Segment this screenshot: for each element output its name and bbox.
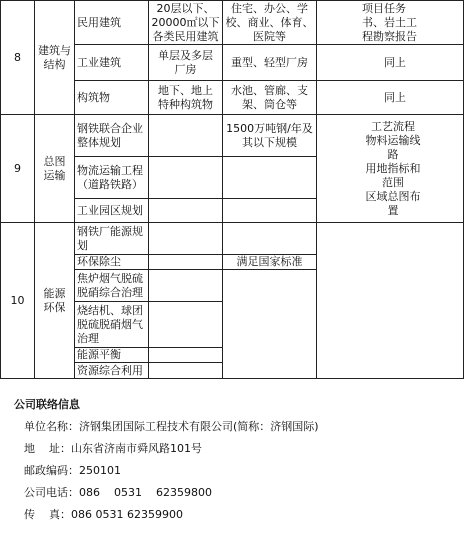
company-name: 单位名称：济钢集团国际工程技术有限公司(简称：济钢国际) (24, 420, 319, 433)
scale-cell (149, 199, 223, 223)
company-fax: 传 真：086 0531 62359900 (24, 508, 183, 521)
postal-code: 邮政编码：250101 (24, 464, 121, 477)
scope-cell: 住宅、办公、学 校、商业、体育、 医院等 (223, 1, 317, 45)
scale-cell (149, 223, 223, 255)
row-number: 10 (1, 223, 35, 379)
scale-cell (149, 348, 223, 363)
row-number: 8 (1, 1, 35, 115)
item-name: 焦炉烟气脱硫 脱硝综合治理 (75, 270, 149, 302)
item-name: 能源平衡 (75, 348, 149, 363)
category-cell (35, 115, 75, 223)
service-cell (317, 223, 464, 379)
item-name: 工业园区规划 (75, 199, 149, 223)
scale-cell (149, 363, 223, 379)
scope-cell (223, 223, 317, 255)
category-cell (35, 1, 75, 115)
scale-cell (149, 255, 223, 270)
company-address: 地 址：山东省济南市舜风路101号 (24, 442, 202, 455)
scale-cell: 20层以下、 20000㎡以下 各类民用建筑 (149, 1, 223, 45)
service-cell: 项目任务 书、岩土工 程勘察报告 (317, 1, 464, 45)
item-name: 构筑物 (75, 81, 149, 115)
service-cell: 工艺流程 物料运输线 路 用地指标和 范围 区域总图布 置 (317, 115, 464, 223)
service-cell: 同上 (317, 45, 464, 81)
scale-cell (149, 302, 223, 348)
row-number: 9 (1, 115, 35, 223)
scope-cell: 满足国家标准 (223, 255, 317, 270)
scope-cell: 水池、管廊、支 架、筒仓等 (223, 81, 317, 115)
item-name: 环保除尘 (75, 255, 149, 270)
item-name: 民用建筑 (75, 1, 149, 45)
scale-cell: 地下、地上 特种构筑物 (149, 81, 223, 115)
scale-cell (149, 157, 223, 199)
scope-cell (223, 270, 317, 379)
scope-cell: 1500万吨钢/年及 其以下规模 (223, 115, 317, 157)
item-name: 钢铁厂能源规 划 (75, 223, 149, 255)
item-name: 工业建筑 (75, 45, 149, 81)
scale-cell (149, 270, 223, 302)
company-phone: 公司电话：086 0531 62359800 (24, 486, 212, 499)
item-name: 烧结机、球团 脱硫脱硝烟气 治理 (75, 302, 149, 348)
scope-cell: 重型、轻型厂房 (223, 45, 317, 81)
item-name: 资源综合利用 (75, 363, 149, 379)
item-name: 物流运输工程 （道路铁路） (75, 157, 149, 199)
category-label: 建筑与 结构 (38, 43, 71, 71)
contact-heading: 公司联络信息 (14, 398, 80, 411)
scope-cell (223, 157, 317, 199)
category-label: 总图 运输 (43, 154, 66, 182)
item-name: 钢铁联合企业 整体规划 (75, 115, 149, 157)
scale-cell: 单层及多层 厂房 (149, 45, 223, 81)
category-cell (35, 223, 75, 379)
service-cell: 同上 (317, 81, 464, 115)
scale-cell (149, 115, 223, 157)
scope-cell (223, 199, 317, 223)
category-label: 能源 环保 (43, 286, 66, 314)
